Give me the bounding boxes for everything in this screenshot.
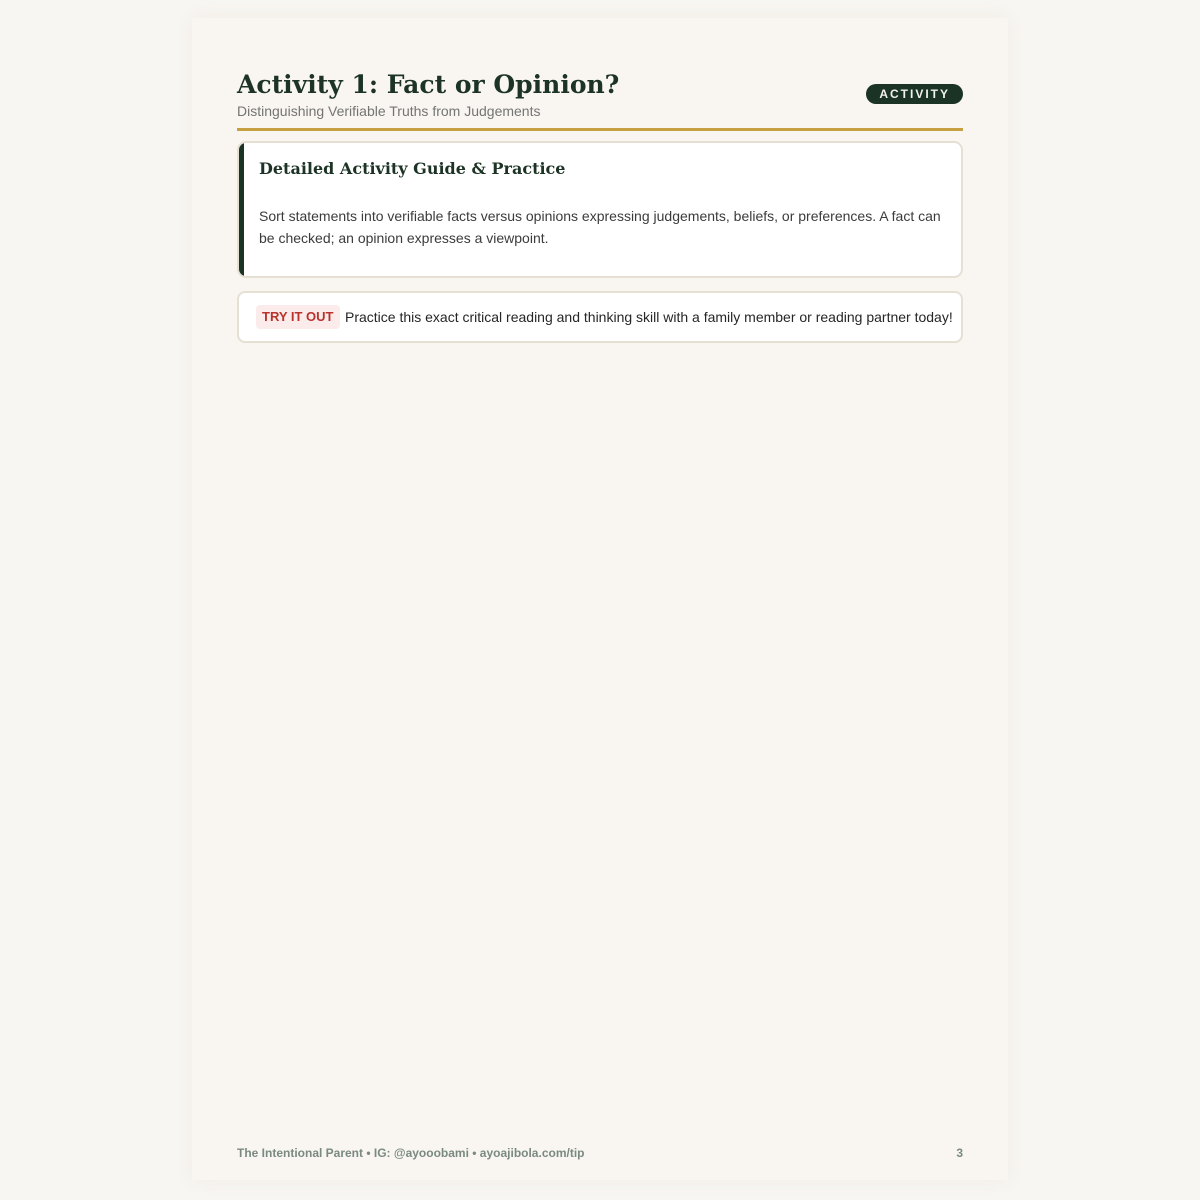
try-it-out-label: TRY IT OUT (256, 305, 340, 329)
activity-badge: ACTIVITY (866, 84, 963, 104)
activity-guide-card (237, 141, 963, 278)
page-header (237, 69, 963, 129)
try-it-out-text: Practice this exact critical reading and thinking skill with a family member or reading partner today! (345, 309, 953, 325)
document-page (192, 18, 1008, 1180)
try-it-out-card (237, 291, 963, 343)
page-subtitle: Distinguishing Verifiable Truths from Judgements (237, 103, 541, 119)
guide-description: Sort statements into verifiable facts versus opinions expressing judgements, beliefs, or preferences. A fact can be checked; an opinion expresses a viewpoint. (259, 208, 941, 246)
footer-credits: The Intentional Parent • IG: @ayooobami • ayoajibola.com/tip (237, 1146, 585, 1160)
header-divider (237, 128, 963, 131)
page-number: 3 (956, 1146, 963, 1160)
guide-accent-bar (237, 141, 244, 278)
page-title: Activity 1: Fact or Opinion? (237, 70, 620, 99)
guide-title: Detailed Activity Guide & Practice (259, 159, 566, 178)
